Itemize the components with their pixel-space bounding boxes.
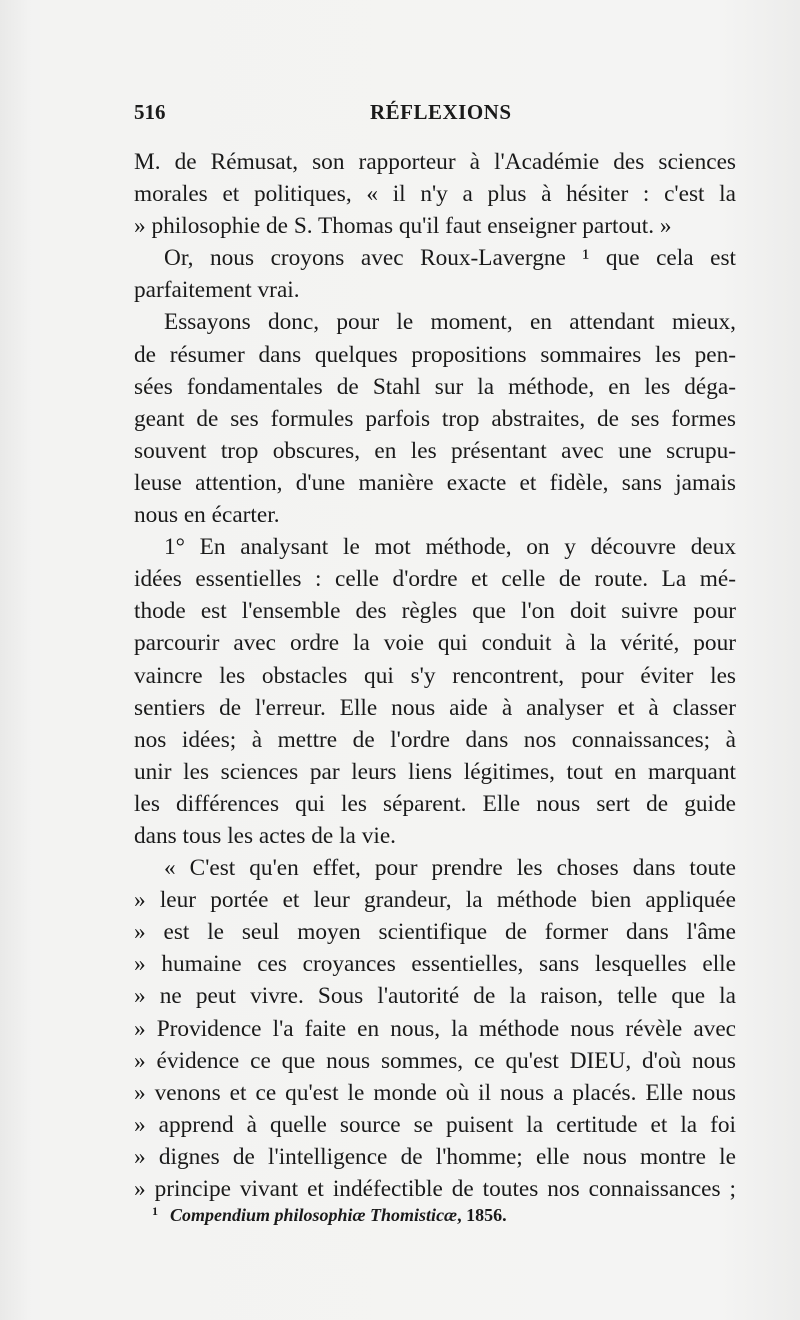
text-line: » dignes de l'intelligence de l'homme; elle nous montre le — [134, 1143, 736, 1170]
footnote — [152, 1204, 507, 1226]
text-line: morales et politiques, « il n'y a plus à hésiter : c'est la — [134, 181, 736, 208]
text-line: » évidence ce que nous sommes, ce qu'est DIEU, d'où nous — [134, 1047, 736, 1074]
text-line: 1° En analysant le mot méthode, on y découvre deux — [164, 534, 736, 561]
text-line: » venons et ce qu'est le monde où il nous a placés. Elle nous — [134, 1079, 736, 1106]
text-line: thode est l'ensemble des règles que l'on doit suivre pour — [134, 598, 736, 625]
text-line: » Providence l'a faite en nous, la méthode nous révèle avec — [134, 1015, 736, 1042]
text-line: » est le seul moyen scientifique de former dans l'âme — [134, 919, 736, 946]
text-line: » leur portée et leur grandeur, la méthode bien appliquée — [134, 887, 736, 914]
text-line: » ne peut vivre. Sous l'autorité de la raison, telle que la — [134, 983, 736, 1010]
text-line: vaincre les obstacles qui s'y rencontrent, pour éviter les — [134, 662, 736, 689]
text-line: leuse attention, d'une manière exacte et fidèle, sans jamais — [134, 469, 736, 496]
text-line: nous en écarter. — [134, 502, 280, 529]
text-line: « C'est qu'en effet, pour prendre les choses dans toute — [164, 855, 736, 882]
page-number: 516 — [134, 100, 166, 124]
text-line: nos idées; à mettre de l'ordre dans nos connaissances; à — [134, 726, 736, 753]
footnote-marker: 1 — [152, 1204, 158, 1218]
text-line: M. de Rémusat, son rapporteur à l'Académie des sciences — [134, 149, 736, 175]
text-line: dans tous les actes de la vie. — [134, 822, 397, 849]
text-line: » apprend à quelle source se puisent la certitude et la foi — [134, 1111, 736, 1138]
text-line: » principe vivant et indéfectible de toutes nos connaissances ; — [134, 1176, 736, 1202]
text-line: » humaine ces croyances essentielles, sans lesquelles elle — [134, 951, 736, 978]
text-line: unir les sciences par leurs liens légitimes, tout en marquant — [134, 758, 736, 785]
body-text — [134, 146, 736, 1205]
text-line: geant de ses formules parfois trop abstraites, de ses formes — [134, 405, 736, 432]
text-line: parfaitement vrai. — [134, 277, 300, 304]
text-line: sées fondamentales de Stahl sur la méthode, en les déga- — [134, 373, 736, 400]
footnote-title: Compendium philosophiæ Thomisticæ — [170, 1205, 458, 1225]
text-line: idées essentielles : celle d'ordre et celle de route. La mé- — [134, 566, 736, 593]
page-header — [134, 100, 734, 132]
text-line: sentiers de l'erreur. Elle nous aide à analyser et à classer — [134, 694, 736, 721]
text-line: » philosophie de S. Thomas qu'il faut enseigner partout. » — [134, 213, 672, 240]
text-line: Essayons donc, pour le moment, en attendant mieux, — [164, 309, 736, 336]
running-head: RÉFLEXIONS — [370, 100, 512, 124]
text-line: Or, nous croyons avec Roux-Lavergne ¹ que cela est — [164, 245, 736, 272]
text-line: de résumer dans quelques propositions sommaires les pen- — [134, 341, 736, 368]
text-line: souvent trop obscures, en les présentant avec une scrupu- — [134, 437, 736, 464]
footnote-year: , 1856. — [457, 1205, 507, 1225]
text-line: parcourir avec ordre la voie qui conduit à la vérité, pour — [134, 630, 736, 657]
text-line: les différences qui les séparent. Elle nous sert de guide — [134, 790, 736, 817]
